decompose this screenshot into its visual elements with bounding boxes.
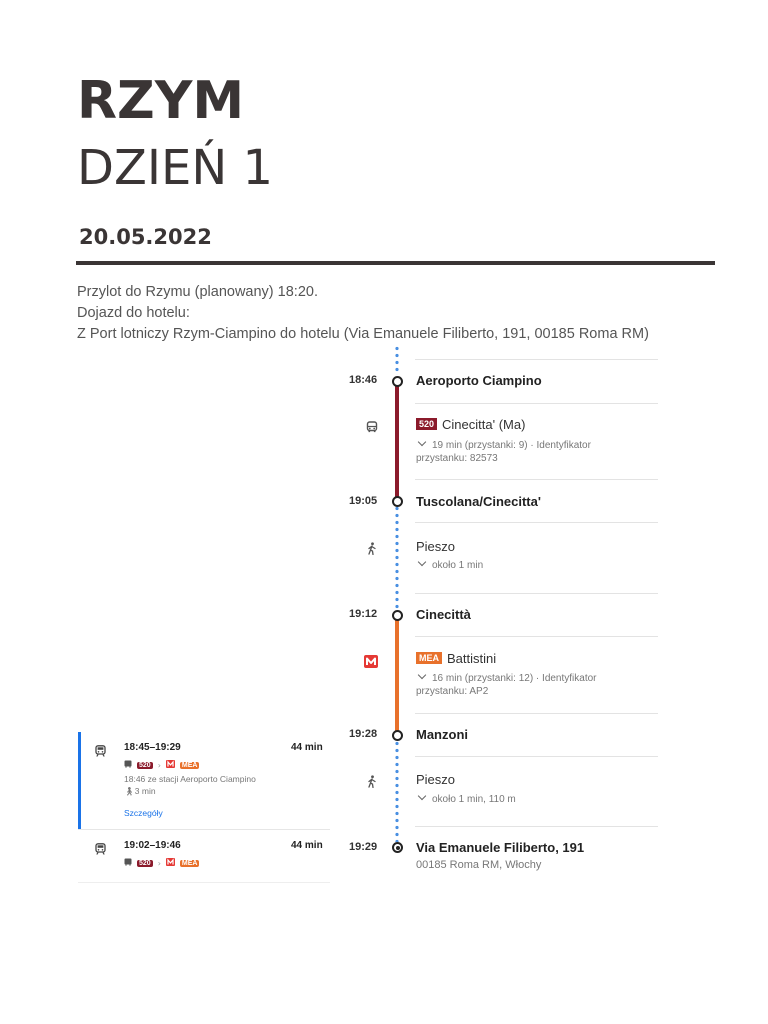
departure-info: 18:46 ze stacji Aeroporto Ciampino	[124, 774, 256, 784]
train-icon	[95, 840, 106, 859]
stop-marker	[392, 730, 403, 741]
details-link[interactable]: Szczegóły	[124, 808, 163, 818]
stop-time: 19:05	[349, 495, 378, 507]
bus-icon	[366, 418, 378, 437]
date-heading: 20.05.2022	[79, 225, 212, 249]
walk-leg: Pieszo	[416, 539, 456, 554]
walk-duration: około 1 min	[432, 560, 484, 571]
stop-identifier: przystanku: AP2	[416, 686, 489, 697]
leg-duration: 19 min (przystanki: 9) · Identyfikator	[432, 440, 591, 451]
walk-duration: około 1 min, 110 m	[432, 794, 516, 805]
divider	[78, 882, 330, 883]
metro-icon	[166, 760, 175, 770]
divider	[415, 756, 658, 757]
walk-icon	[366, 540, 378, 559]
walk-icon	[366, 773, 378, 792]
stop-time: 19:12	[349, 608, 378, 620]
destination-marker	[392, 842, 403, 853]
stop-time: 19:28	[349, 728, 378, 740]
selected-option-indicator	[78, 732, 81, 829]
chevron-right-icon: ›	[157, 858, 161, 868]
divider	[415, 359, 658, 360]
divider	[415, 636, 658, 637]
bus-line-badge: 520	[139, 761, 151, 769]
divider	[78, 829, 330, 830]
arrival-text: Przylot do Rzymu (planowany) 18:20.	[77, 284, 318, 300]
bus-leg-details[interactable]	[416, 439, 591, 465]
walk-dotted-line	[395, 505, 399, 610]
walk-time: 🚶︎3 min	[124, 786, 156, 796]
walk-leg-details[interactable]	[416, 559, 483, 572]
walk-leg-details[interactable]	[416, 793, 516, 806]
divider	[415, 403, 658, 404]
leg-duration: 16 min (przystanki: 12) · Identyfikator	[432, 673, 597, 684]
option-duration: 44 min	[291, 742, 323, 753]
walk-leg: Pieszo	[416, 772, 456, 787]
bus-icon	[124, 858, 132, 868]
chevron-down-icon	[418, 438, 426, 446]
stop-time: 18:46	[349, 374, 378, 386]
divider	[415, 522, 658, 523]
bus-direction: Cinecitta' (Ma)	[442, 417, 526, 432]
metro-line-badge: MEA	[416, 652, 442, 664]
option-duration: 44 min	[291, 840, 323, 851]
chevron-right-icon: ›	[157, 760, 161, 770]
transfer-label: Dojazd do hotelu:	[77, 305, 190, 321]
walk-dotted-line	[395, 740, 399, 842]
metro-leg[interactable]	[416, 651, 496, 666]
stop-marker	[392, 496, 403, 507]
metro-route-line	[395, 619, 399, 731]
bus-route-line	[395, 384, 399, 497]
metro-direction: Battistini	[447, 651, 497, 666]
stop-time: 19:29	[349, 841, 378, 853]
chevron-down-icon	[418, 671, 426, 679]
metro-line-badge: MEA	[181, 859, 198, 867]
bus-leg[interactable]	[416, 417, 525, 432]
page-subtitle: DZIEŃ 1	[77, 140, 274, 196]
stop-identifier: przystanku: 82573	[416, 453, 498, 464]
stop-name: Cinecittà	[416, 607, 471, 622]
stop-name: Manzoni	[416, 727, 468, 742]
metro-icon	[364, 653, 378, 672]
divider	[415, 479, 658, 480]
bus-icon	[124, 760, 132, 770]
heading-divider	[76, 261, 715, 265]
metro-leg-details[interactable]	[416, 672, 597, 698]
option-legs	[124, 760, 199, 770]
option-time-range: 19:02–19:46	[124, 840, 181, 851]
destination-address: 00185 Roma RM, Włochy	[416, 859, 542, 871]
walk-dotted-line	[395, 345, 399, 375]
option-time-range: 18:45–19:29	[124, 742, 181, 753]
divider	[415, 826, 658, 827]
stop-name: Aeroporto Ciampino	[416, 373, 542, 388]
stop-marker	[392, 610, 403, 621]
stop-marker	[392, 376, 403, 387]
destination-name: Via Emanuele Filiberto, 191	[416, 840, 585, 855]
chevron-down-icon	[418, 558, 426, 566]
metro-line-badge: MEA	[181, 761, 198, 769]
option-legs	[124, 858, 199, 868]
metro-icon	[166, 858, 175, 868]
divider	[415, 713, 658, 714]
divider	[415, 593, 658, 594]
stop-name: Tuscolana/Cinecitta'	[416, 494, 541, 509]
page-title: RZYM	[77, 71, 245, 131]
chevron-down-icon	[418, 792, 426, 800]
bus-line-badge: 520	[416, 418, 437, 430]
train-icon	[95, 742, 106, 761]
route-description: Z Port lotniczy Rzym-Ciampino do hotelu (Via Emanuele Filiberto, 191, 00185 Roma RM)	[77, 326, 649, 342]
walk-icon: 🚶︎	[124, 786, 135, 796]
bus-line-badge: 520	[139, 859, 151, 867]
